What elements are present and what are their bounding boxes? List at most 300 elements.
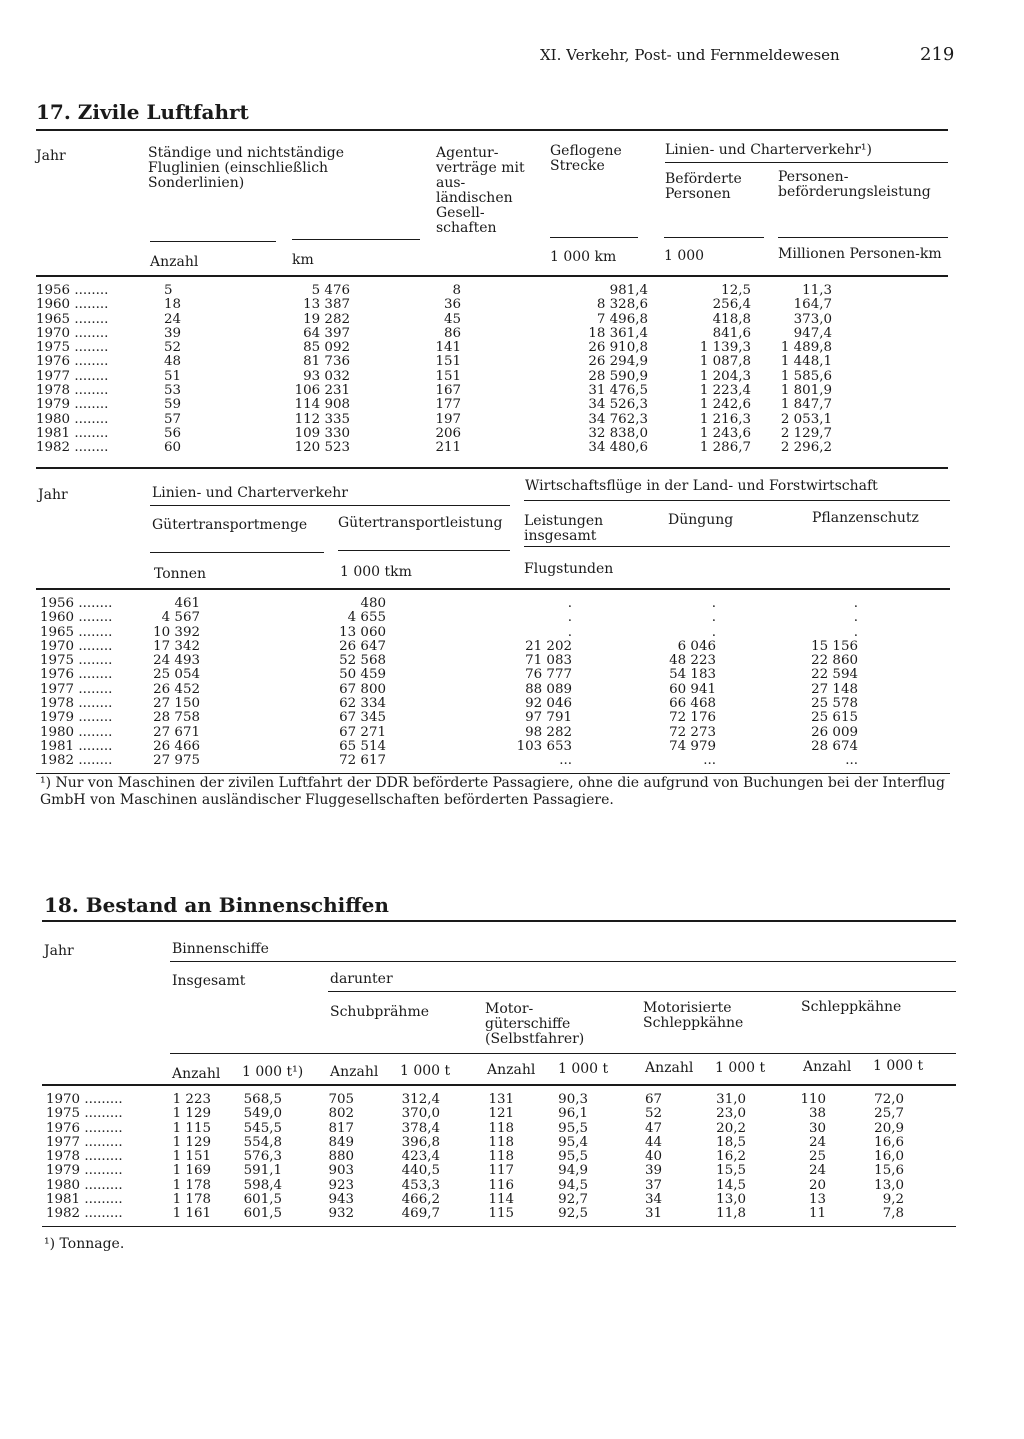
cell-1000t-schub: 469,7 [401,1206,440,1222]
cell-pbl: 1 489,8 [780,340,832,356]
cell-anzahl-insg: 1 169 [172,1163,211,1179]
cell-befoerderte: 418,8 [712,311,751,327]
cell-gtl: 52 568 [339,653,386,669]
table-row [44,1107,956,1121]
cell-leistungen: 21 202 [525,638,572,654]
header-schleppkaehne: Schleppkähne [801,999,902,1015]
rule [36,588,950,590]
header-linien: Linien- und Charterverkehr¹) [665,142,873,158]
cell-year: 1960 ........ [36,297,109,313]
cell-anzahl-insg: 1 178 [172,1192,211,1208]
rule [150,241,276,242]
header-gtm: Gütertransportmenge [152,517,308,533]
cell-leistungen: . [567,610,572,626]
cell-1000t-insg: 598,4 [243,1177,282,1193]
cell-gtl: 13 060 [339,624,386,640]
cell-anzahl-motor: 118 [488,1149,514,1165]
cell-pflanzenschutz: . [853,610,858,626]
cell-1000t-schub: 440,5 [401,1163,440,1179]
cell-1000t-schlepp: 13,0 [874,1177,904,1193]
cell-1000t-schub: 312,4 [401,1092,440,1107]
cell-anzahl-motschlepp: 40 [644,1149,662,1165]
rule [36,129,948,131]
rule [150,552,324,553]
cell-year: 1965 ........ [40,624,113,640]
cell-1000t-insg: 554,8 [243,1134,282,1150]
cell-agentur: 36 [443,297,461,313]
cell-strecke: 26 910,8 [588,340,648,356]
table-row [36,341,948,355]
table-row [36,327,948,341]
cell-anzahl-insg: 1 129 [172,1134,211,1150]
rule [778,237,948,238]
cell-anzahl: 48 [164,354,182,370]
header-gtl: Gütertransportleistung [338,515,503,531]
header-motorisierte: Motorisierte Schleppkähne [643,1000,744,1031]
cell-1000t-schlepp: 72,0 [874,1092,904,1107]
rule [328,991,956,992]
unit-anzahl: Anzahl [150,254,199,270]
cell-pflanzenschutz: 25 615 [811,710,858,726]
unit-1000: 1 000 [664,248,705,264]
cell-1000t-schlepp: 20,9 [874,1120,904,1136]
cell-gtm: 27 671 [153,724,200,740]
cell-gtl: 67 800 [339,681,386,697]
header-strecke: Geflogene Strecke [550,143,622,174]
cell-agentur: 151 [435,368,461,384]
cell-anzahl-schub: 802 [328,1106,354,1122]
cell-pflanzenschutz: 22 860 [811,653,858,669]
table-row [44,1207,956,1221]
cell-gtm: 25 054 [153,667,200,683]
cell-year: 1978 ........ [40,696,113,712]
cell-pflanzenschutz: 28 674 [811,738,858,754]
cell-duengung: 74 979 [669,738,716,754]
cell-anzahl-insg: 1 161 [172,1206,211,1222]
cell-leistungen: 88 089 [525,681,572,697]
cell-anzahl-schub: 817 [328,1120,354,1136]
cell-befoerderte: 1 223,4 [699,383,751,399]
cell-anzahl-schlepp: 24 [808,1163,826,1179]
cell-anzahl-motschlepp: 67 [644,1092,662,1107]
cell-anzahl: 60 [164,440,182,456]
table-row [44,1122,956,1136]
table-row [36,611,950,625]
header-agentur: Agentur- verträge mit aus- ländischen Gesell- schaften [436,145,525,236]
rule [524,500,950,501]
cell-anzahl-motor: 114 [488,1192,514,1208]
cell-year: 1979 ........ [36,397,109,413]
cell-anzahl-motor: 115 [488,1206,514,1222]
unit-1000t-schub: 1 000 t [400,1063,451,1079]
cell-anzahl: 51 [164,368,182,384]
cell-1000t-motor: 90,3 [558,1092,588,1107]
cell-pbl: 2 053,1 [780,411,832,427]
unit-tkm: 1 000 tkm [340,564,412,580]
cell-km: 112 335 [294,411,350,427]
cell-1000t-motschlepp: 15,5 [716,1163,746,1179]
rule [338,550,510,551]
cell-anzahl-schlepp: 25 [808,1149,826,1165]
cell-agentur: 141 [435,340,461,356]
unit-anzahl-schub: Anzahl [330,1064,379,1080]
cell-1000t-motor: 95,5 [558,1149,588,1165]
cell-gtm: 461 [174,596,200,611]
header-linien-2: Linien- und Charterverkehr [152,485,348,501]
header-darunter: darunter [330,971,393,987]
cell-gtm: 26 452 [153,681,200,697]
cell-anzahl: 24 [164,311,182,327]
cell-anzahl-motor: 121 [488,1106,514,1122]
cell-1000t-motschlepp: 14,5 [716,1177,746,1193]
cell-befoerderte: 256,4 [712,297,751,313]
cell-year: 1979 ........ [40,710,113,726]
unit-anzahl-schlepp: Anzahl [803,1059,852,1075]
header-motorgueterschiffe: Motor- güterschiffe (Selbstfahrer) [485,1001,585,1047]
cell-pbl: 1 585,6 [780,368,832,384]
rule [550,237,638,238]
cell-pbl: 1 801,9 [780,383,832,399]
cell-pflanzenschutz: . [853,596,858,611]
cell-km: 120 523 [294,440,350,456]
cell-strecke: 28 590,9 [588,368,648,384]
rule [42,1084,956,1086]
cell-anzahl: 52 [164,340,182,356]
cell-anzahl-motschlepp: 37 [644,1177,662,1193]
cell-year: 1980 ......... [46,1177,123,1193]
cell-gtm: 27 975 [153,753,200,769]
cell-befoerderte: 1 243,6 [699,425,751,441]
cell-strecke: 34 480,6 [588,440,648,456]
cell-agentur: 8 [452,283,461,298]
table-row [36,427,948,441]
rule [42,1226,956,1227]
cell-anzahl: 57 [164,411,182,427]
cell-anzahl-motor: 118 [488,1134,514,1150]
cell-agentur: 86 [443,325,461,341]
rule [524,546,950,547]
header-wirtschaft: Wirtschaftsflüge in der Land- und Forstwirtschaft [525,478,878,494]
cell-year: 1982 ........ [36,440,109,456]
cell-duengung: 48 223 [669,653,716,669]
rule [36,773,950,774]
cell-gtl: 26 647 [339,638,386,654]
rule [170,1053,956,1054]
header-befoerderte: Beförderte Personen [665,171,742,202]
cell-year: 1979 ......... [46,1163,123,1179]
table-row [36,597,950,611]
unit-flugstunden: Flugstunden [524,561,614,577]
unit-1000t-fn: 1 000 t¹) [242,1064,304,1080]
cell-duengung: 72 176 [669,710,716,726]
cell-duengung: . [711,610,716,626]
unit-1000t-motschlepp: 1 000 t [715,1060,766,1076]
cell-year: 1978 ......... [46,1149,123,1165]
cell-anzahl-motschlepp: 47 [644,1120,662,1136]
cell-year: 1977 ........ [36,368,109,384]
cell-anzahl-insg: 1 129 [172,1106,211,1122]
cell-anzahl-schlepp: 13 [808,1192,826,1208]
cell-strecke: 32 838,0 [588,425,648,441]
cell-1000t-insg: 568,5 [243,1092,282,1107]
cell-1000t-insg: 576,3 [243,1149,282,1165]
cell-anzahl-schlepp: 30 [808,1120,826,1136]
cell-pbl: 1 448,1 [780,354,832,370]
table-17b-body [36,597,950,769]
cell-pbl: 1 847,7 [780,397,832,413]
cell-year: 1977 ......... [46,1134,123,1150]
cell-anzahl-schub: 705 [328,1092,354,1107]
cell-anzahl: 53 [164,383,182,399]
cell-km: 109 330 [294,425,350,441]
cell-leistungen: 92 046 [525,696,572,712]
cell-anzahl-insg: 1 115 [172,1120,211,1136]
cell-1000t-motschlepp: 13,0 [716,1192,746,1208]
table-row [36,413,948,427]
cell-gtl: 65 514 [339,738,386,754]
cell-pbl: 373,0 [793,311,832,327]
cell-km: 5 476 [311,283,350,298]
table-18-title: 18. Bestand an Binnenschiffen [44,893,389,917]
cell-1000t-insg: 591,1 [243,1163,282,1179]
header-schubpraehme: Schubprähme [330,1004,430,1020]
cell-befoerderte: 1 087,8 [699,354,751,370]
cell-1000t-motschlepp: 20,2 [716,1120,746,1136]
cell-gtl: 50 459 [339,667,386,683]
unit-mpkm: Millionen Personen-km [778,246,942,262]
table-row [36,654,950,668]
cell-strecke: 8 328,6 [596,297,648,313]
cell-year: 1970 ........ [36,325,109,341]
cell-year: 1977 ........ [40,681,113,697]
header-insgesamt: Insgesamt [172,973,246,989]
cell-1000t-insg: 545,5 [243,1120,282,1136]
cell-anzahl-schlepp: 110 [800,1092,826,1107]
cell-1000t-motor: 96,1 [558,1106,588,1122]
cell-anzahl: 59 [164,397,182,413]
table-17-title: 17. Zivile Luftfahrt [36,100,249,124]
cell-year: 1956 ........ [40,596,113,611]
cell-anzahl-schlepp: 38 [808,1106,826,1122]
cell-year: 1956 ........ [36,283,109,298]
cell-anzahl-motschlepp: 44 [644,1134,662,1150]
table-row [44,1179,956,1193]
table-row [36,626,950,640]
cell-gtl: 67 271 [339,724,386,740]
cell-agentur: 206 [435,425,461,441]
cell-strecke: 34 526,3 [588,397,648,413]
header-leistungen: Leistungen insgesamt [524,513,604,544]
cell-duengung: 60 941 [669,681,716,697]
cell-1000t-motschlepp: 11,8 [716,1206,746,1222]
cell-leistungen: 71 083 [525,653,572,669]
cell-1000t-schlepp: 9,2 [882,1192,904,1208]
cell-km: 81 736 [303,354,350,370]
table-row [44,1193,956,1207]
table-row [36,683,950,697]
page-number: 219 [920,44,955,65]
cell-strecke: 18 361,4 [588,325,648,341]
header-fluglinien: Ständige und nichtständige Fluglinien (einschließlich Sonderlinien) [148,145,344,191]
cell-strecke: 31 476,5 [588,383,648,399]
cell-pflanzenschutz: 27 148 [811,681,858,697]
cell-1000t-schlepp: 16,6 [874,1134,904,1150]
header-pflanzenschutz: Pflanzenschutz [812,510,919,526]
cell-leistungen: . [567,596,572,611]
cell-pflanzenschutz: . [853,624,858,640]
unit-1000km: 1 000 km [550,249,617,265]
cell-pflanzenschutz: 26 009 [811,724,858,740]
unit-km: km [292,252,314,268]
cell-year: 1981 ........ [36,425,109,441]
cell-1000t-motschlepp: 31,0 [716,1092,746,1107]
table-row [36,640,950,654]
cell-befoerderte: 1 286,7 [699,440,751,456]
cell-duengung: 72 273 [669,724,716,740]
cell-year: 1982 ......... [46,1206,123,1222]
cell-1000t-motor: 95,4 [558,1134,588,1150]
rule [665,162,948,163]
table-17a-body [36,284,948,456]
cell-1000t-insg: 601,5 [243,1192,282,1208]
header-jahr: Jahr [36,148,66,164]
table-row [36,740,950,754]
cell-leistungen: . [567,624,572,640]
cell-agentur: 151 [435,354,461,370]
cell-anzahl-motschlepp: 52 [644,1106,662,1122]
cell-anzahl-motschlepp: 31 [644,1206,662,1222]
header-binnenschiffe: Binnenschiffe [172,941,269,957]
unit-1000t-motor: 1 000 t [558,1061,609,1077]
cell-gtl: 4 655 [347,610,386,626]
cell-gtm: 10 392 [153,624,200,640]
table-row [36,370,948,384]
table-row [36,711,950,725]
cell-leistungen: 98 282 [525,724,572,740]
cell-gtm: 26 466 [153,738,200,754]
cell-km: 93 032 [303,368,350,384]
cell-duengung: . [711,624,716,640]
cell-agentur: 45 [443,311,461,327]
unit-anzahl-motor: Anzahl [487,1062,536,1078]
cell-1000t-schub: 396,8 [401,1134,440,1150]
cell-1000t-schub: 378,4 [401,1120,440,1136]
table-row [36,697,950,711]
cell-year: 1970 ......... [46,1092,123,1107]
header-pbl: Personen- beförderungsleistung [778,169,931,200]
cell-pflanzenschutz: 15 156 [811,638,858,654]
cell-1000t-motor: 95,5 [558,1120,588,1136]
cell-gtm: 17 342 [153,638,200,654]
table-row [36,298,948,312]
cell-anzahl-schlepp: 20 [808,1177,826,1193]
cell-year: 1975 ........ [40,653,113,669]
cell-anzahl-schub: 849 [328,1134,354,1150]
cell-anzahl: 18 [164,297,182,313]
rule [150,505,510,506]
cell-1000t-schub: 466,2 [401,1192,440,1208]
cell-1000t-motor: 92,5 [558,1206,588,1222]
cell-1000t-insg: 549,0 [243,1106,282,1122]
cell-leistungen: 76 777 [525,667,572,683]
cell-gtm: 24 493 [153,653,200,669]
cell-agentur: 211 [435,440,461,456]
cell-anzahl-schub: 880 [328,1149,354,1165]
cell-1000t-motschlepp: 23,0 [716,1106,746,1122]
cell-anzahl-motor: 117 [488,1163,514,1179]
cell-duengung: 66 468 [669,696,716,712]
rule [292,239,420,240]
cell-pbl: 164,7 [793,297,832,313]
header-jahr-2: Jahr [38,487,68,503]
cell-year: 1981 ......... [46,1192,123,1208]
cell-anzahl-insg: 1 151 [172,1149,211,1165]
cell-pflanzenschutz: ... [845,753,858,769]
running-header: XI. Verkehr, Post- und Fernmeldewesen [540,46,840,64]
cell-pbl: 947,4 [793,325,832,341]
cell-anzahl-schub: 903 [328,1163,354,1179]
cell-1000t-motor: 92,7 [558,1192,588,1208]
cell-1000t-motor: 94,5 [558,1177,588,1193]
cell-pbl: 2 296,2 [780,440,832,456]
cell-1000t-schlepp: 7,8 [882,1206,904,1222]
table-row [36,284,948,298]
cell-anzahl-schlepp: 11 [808,1206,826,1222]
cell-leistungen: 103 653 [516,738,572,754]
cell-gtm: 4 567 [161,610,200,626]
rule [42,920,956,922]
cell-anzahl-motor: 116 [488,1177,514,1193]
table-18-body [44,1093,956,1222]
cell-1000t-schlepp: 15,6 [874,1163,904,1179]
cell-leistungen: 97 791 [525,710,572,726]
cell-gtl: 67 345 [339,710,386,726]
cell-gtm: 28 758 [153,710,200,726]
table-row [36,355,948,369]
cell-strecke: 34 762,3 [588,411,648,427]
cell-duengung: . [711,596,716,611]
cell-year: 1960 ........ [40,610,113,626]
cell-km: 114 908 [294,397,350,413]
cell-agentur: 167 [435,383,461,399]
cell-anzahl-insg: 1 223 [172,1092,211,1107]
cell-gtl: 480 [360,596,386,611]
cell-strecke: 981,4 [609,283,648,298]
cell-leistungen: ... [559,753,572,769]
cell-befoerderte: 1 139,3 [699,340,751,356]
table-row [44,1164,956,1178]
cell-year: 1981 ........ [40,738,113,754]
cell-pbl: 2 129,7 [780,425,832,441]
unit-anzahl-insg: Anzahl [172,1066,221,1082]
table-row [36,441,948,455]
cell-befoerderte: 1 216,3 [699,411,751,427]
cell-year: 1965 ........ [36,311,109,327]
cell-strecke: 7 496,8 [596,311,648,327]
cell-befoerderte: 841,6 [712,325,751,341]
unit-tonnen: Tonnen [154,566,207,582]
cell-1000t-schub: 453,3 [401,1177,440,1193]
cell-year: 1980 ........ [36,411,109,427]
cell-anzahl-motschlepp: 39 [644,1163,662,1179]
header-jahr-18: Jahr [44,943,74,959]
cell-1000t-schub: 423,4 [401,1149,440,1165]
rule [170,961,956,962]
cell-gtl: 62 334 [339,696,386,712]
cell-strecke: 26 294,9 [588,354,648,370]
footnote-17: ¹) Nur von Maschinen der zivilen Luftfahrt der DDR beförderte Passagiere, ohne die aufgrund von Buchungen bei der Interflug GmbH von Maschinen ausländischer Fluggesellschaften beförderten Passagiere. [40,775,945,808]
cell-anzahl: 5 [164,283,173,298]
